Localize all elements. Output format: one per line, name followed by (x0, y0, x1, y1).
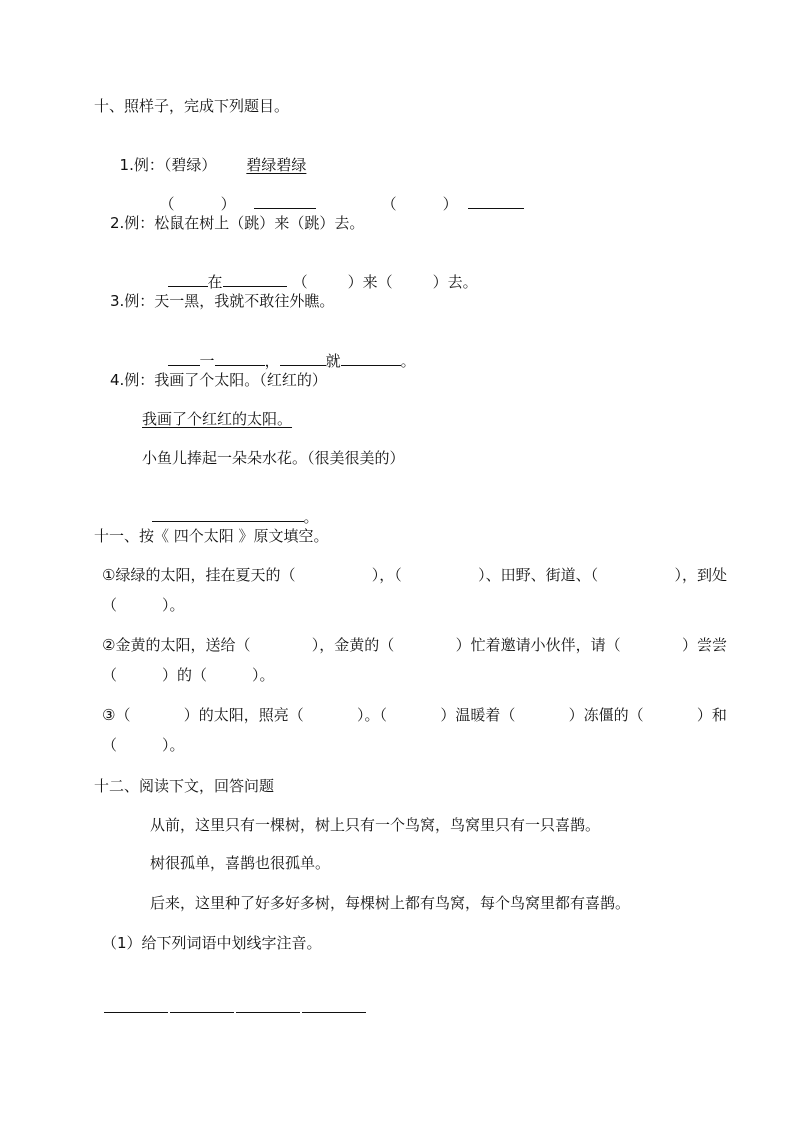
q2-qu: ）去。 (432, 273, 478, 291)
q2-lai: ）来（ (347, 273, 393, 291)
s11-3a-seg: ）。（ (357, 706, 388, 724)
q1-answer-line (150, 174, 524, 214)
q3-comma: ， (264, 352, 280, 370)
s12-blank-3[interactable] (236, 998, 300, 1013)
q2-blank-1[interactable] (168, 272, 208, 287)
s11-line-3a (102, 705, 727, 725)
q1-label: 1.例：（碧绿） (119, 156, 217, 174)
passage-paragraph-2: 树很孤单，喜鹊也很孤单。 (150, 854, 331, 872)
q3-answer-line (158, 331, 416, 371)
q4-answer-line (142, 487, 319, 527)
q1-example-answer: 碧绿碧绿 (246, 156, 307, 174)
q1-blank-2[interactable] (468, 194, 524, 209)
q4-blank[interactable] (152, 507, 304, 522)
s11-1a-seg: ），到处 (674, 566, 727, 584)
s12-blank-4[interactable] (302, 998, 366, 1013)
q2-paren-open: （ (292, 273, 308, 291)
q3-blank-2[interactable] (215, 351, 265, 366)
q2-blank-2[interactable] (223, 272, 287, 287)
q3-period: 。 (400, 352, 416, 370)
q1-paren-open-2: （ (381, 195, 397, 213)
q3-jiu: 就 (325, 352, 341, 370)
s11-3a-seg: ③（ (102, 706, 131, 724)
q3-blank-4[interactable] (341, 351, 401, 366)
s12-answer-blanks (94, 978, 366, 1018)
s11-1a-seg: ）、田野、街道、（ (478, 566, 599, 584)
s12-question-1: （1）给下列词语中划线字注音。 (102, 934, 322, 952)
s11-line-1b: （ ）。 (102, 596, 185, 614)
q2-answer-line (158, 252, 478, 292)
q1-paren-close-1: ） (220, 195, 236, 213)
q2-zai: 在 (207, 273, 223, 291)
passage-paragraph-1: 从前，这里只有一棵树，树上只有一个鸟窝，鸟窝里只有一只喜鹊。 (150, 816, 601, 834)
s11-line-1a (102, 565, 727, 585)
q4-example-answer: 我画了个红红的太阳。 (142, 410, 293, 428)
q1-paren-close-2: ） (442, 195, 458, 213)
s11-2a-seg: ），金黄的（ (311, 636, 395, 654)
q2-example: 2.例：松鼠在树上（跳）来（跳）去。 (110, 214, 365, 232)
q3-blank-3[interactable] (280, 351, 326, 366)
section-12-heading: 十二、阅读下文，回答问题 (94, 777, 275, 795)
q1-paren-open-1: （ (159, 195, 175, 213)
q3-blank-1[interactable] (168, 351, 200, 366)
s12-blank-2[interactable] (170, 998, 234, 1013)
s11-3a-seg: ）温暖着（ (440, 706, 516, 724)
s11-line-3b: （ ）。 (102, 736, 185, 754)
q1-blank-1[interactable] (254, 194, 316, 209)
s11-2a-seg: ②金黄的太阳，送给（ (102, 636, 251, 654)
s11-1a-seg: ），（ (371, 566, 402, 584)
s12-blank-1[interactable] (104, 998, 168, 1013)
s11-line-2b: （ ）的（ ）。 (102, 666, 275, 684)
s11-3a-seg: ）的太阳，照亮（ (183, 706, 304, 724)
s11-3a-seg: ）和 (696, 706, 727, 724)
q3-yi: 一 (199, 352, 215, 370)
section-10-heading: 十、照样子，完成下列题目。 (94, 97, 290, 115)
s11-line-2a (102, 635, 727, 655)
q4-task: 小鱼儿捧起一朵朵水花。（很美很美的） (142, 449, 405, 467)
s11-1a-seg: ①绿绿的太阳，挂在夏天的（ (102, 566, 296, 584)
passage-paragraph-3: 后来，这里种了好多好多树，每棵树上都有鸟窝，每个鸟窝里都有喜鹊。 (150, 894, 631, 912)
q3-example: 3.例：天一黑，我就不敢往外瞧。 (110, 292, 335, 310)
section-11-heading: 十一、按《 四个太阳 》原文填空。 (94, 527, 329, 545)
q4-example: 4.例：我画了个太阳。（红红的） (110, 371, 327, 389)
s11-3a-seg: ）冻僵的（ (568, 706, 644, 724)
s11-2a-seg: ）尝尝 (681, 636, 727, 654)
s11-2a-seg: ）忙着邀请小伙伴，请（ (455, 636, 621, 654)
q1-example (110, 135, 306, 175)
q4-period: 。 (303, 508, 319, 526)
